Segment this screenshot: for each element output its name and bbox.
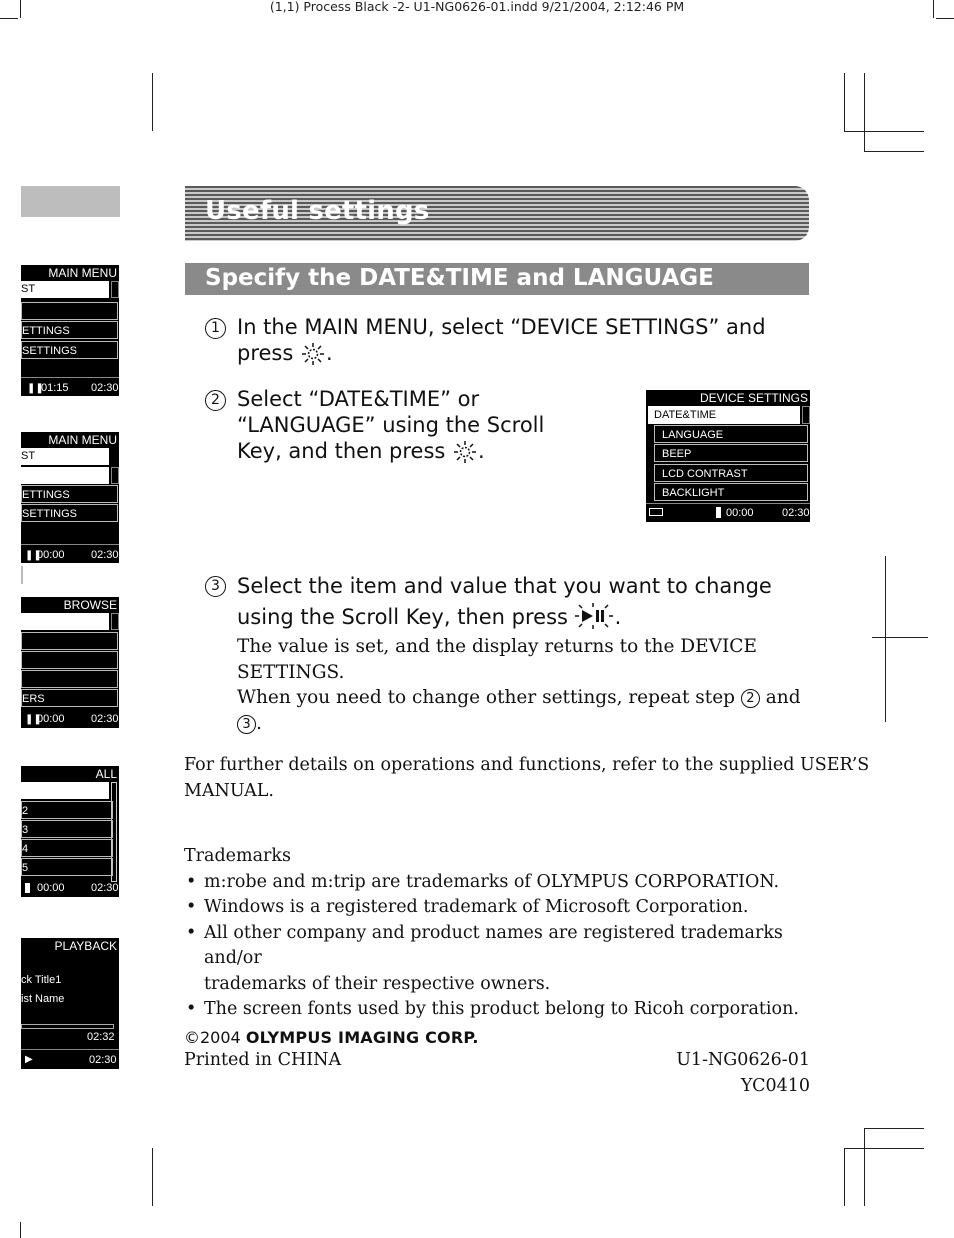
step-2-text <box>237 386 544 470</box>
progress-bar <box>21 1024 114 1029</box>
step-2-line-1: Select “DATE&TIME” or <box>237 387 480 411</box>
step-3-desc-line-3: When you need to change other settings, repeat step 2 and <box>237 687 801 708</box>
step-2-line-3: Key, and then press . <box>237 438 544 470</box>
side-tab <box>21 186 120 217</box>
step-ref: 2 <box>741 689 760 708</box>
time-total: 02:30 <box>91 549 119 561</box>
side-screen-playback <box>21 938 119 1069</box>
subsection-heading-bar <box>185 263 809 295</box>
crop-mark <box>864 1128 924 1129</box>
product-code-2: YC0410 <box>740 1075 810 1096</box>
stop-icon <box>716 507 721 518</box>
time-total: 02:30 <box>89 1054 117 1066</box>
stop-icon <box>25 883 30 893</box>
battery-icon <box>649 508 663 516</box>
subsection-title: Specify the DATE&TIME and LANGUAGE <box>205 265 714 291</box>
time-elapsed: 00:00 <box>37 882 65 894</box>
crop-mark <box>864 1128 865 1206</box>
time-total: 02:30 <box>91 382 119 394</box>
product-code: U1-NG0626-01 <box>676 1050 810 1070</box>
product-codes <box>676 1048 810 1099</box>
side-screen-browse <box>21 597 119 728</box>
trademark-item: • Windows is a registered trademark of Microsoft Corporation. <box>184 895 814 921</box>
time-elapsed: 00:00 <box>37 713 65 725</box>
artist-name: ist Name <box>21 993 65 1005</box>
screen-row: SETTINGS <box>21 341 118 359</box>
screen-row-selected <box>21 782 109 799</box>
crop-mark <box>933 0 934 18</box>
crop-mark <box>864 151 924 152</box>
crop-mark <box>20 0 21 18</box>
step-1-line-2: press . <box>237 340 766 372</box>
select-button-icon <box>452 440 478 470</box>
screen-row: 5 <box>21 858 113 876</box>
crop-mark <box>152 73 153 131</box>
screen-row: ETTINGS <box>21 485 118 503</box>
menu-item-language: LANGUAGE <box>654 425 808 443</box>
select-button-icon <box>300 342 326 372</box>
crop-mark <box>844 73 845 131</box>
scrollbar <box>111 467 119 484</box>
print-slug: (1,1) Process Black -2- U1-NG0626-01.indd 9/21/2004, 2:12:46 PM <box>269 0 685 14</box>
time-elapsed: 00:00 <box>37 549 65 561</box>
screen-row: 2 <box>21 801 113 819</box>
menu-item-backlight: BACKLIGHT <box>654 483 808 501</box>
screen-title: MAIN MENU <box>48 433 117 447</box>
crop-mark <box>0 18 18 19</box>
scrollbar <box>111 613 119 630</box>
side-screen-all <box>21 766 119 897</box>
time-total: 02:30 <box>91 882 119 894</box>
step-3-line-2: using the Scroll Key, then press . <box>237 602 772 639</box>
copyright <box>184 1028 479 1047</box>
screen-row: ERS <box>21 689 118 707</box>
screen-row <box>21 302 118 320</box>
pause-icon: ❚❚ <box>25 714 42 725</box>
copyright-year: ©2004 <box>184 1028 241 1047</box>
step-number: 1 <box>205 318 226 339</box>
time-elapsed: 00:00 <box>726 507 754 519</box>
trademarks-section <box>184 844 814 1023</box>
menu-item-lcd-contrast: LCD CONTRAST <box>654 464 808 482</box>
pause-icon: ❚❚ <box>25 550 42 561</box>
menu-item-beep: BEEP <box>654 444 808 462</box>
screen-row: 4 <box>21 839 113 857</box>
screen-title: MAIN MENU <box>48 266 117 280</box>
crop-mark <box>936 18 954 19</box>
menu-item-date-time: DATE&TIME <box>648 406 800 424</box>
section-heading-bar <box>185 186 809 241</box>
step-3-text <box>237 571 772 639</box>
step-1-text <box>237 314 766 372</box>
screen-row: SETTINGS <box>21 504 118 522</box>
screen-row: ETTINGS <box>21 321 118 339</box>
screen-title: PLAYBACK <box>54 939 117 953</box>
step-ref: 3 <box>237 715 256 734</box>
screen-row-selected: ST <box>21 281 109 298</box>
crop-mark <box>844 1148 845 1206</box>
crop-mark <box>872 637 928 638</box>
further-details-line-2: MANUAL. <box>184 780 274 801</box>
crop-mark <box>844 1148 924 1149</box>
time-total: 02:30 <box>782 507 810 519</box>
trademarks-heading: Trademarks <box>184 846 292 866</box>
side-screen-main-menu-1 <box>21 265 119 396</box>
trademark-item: • m:robe and m:trip are trademarks of OLYMPUS CORPORATION. <box>184 870 814 896</box>
company-logo-text: OLYMPUS IMAGING CORP. <box>245 1028 479 1047</box>
screen-title: BROWSE <box>63 598 117 612</box>
step-3-desc-line-2: SETTINGS. <box>237 661 345 683</box>
trademark-item: • All other company and product names are registered trademarks and/or trademarks of their respective owners. <box>184 921 814 998</box>
device-settings-screen <box>646 390 810 522</box>
step-3-description <box>237 634 801 736</box>
trademarks-list <box>184 870 814 1023</box>
play-icon: ▶ <box>25 1054 33 1065</box>
time-elapsed: 02:32 <box>87 1031 115 1043</box>
step-number: 3 <box>205 576 226 597</box>
step-3-desc-line-4: 3 . <box>237 711 801 737</box>
screen-row-selected <box>21 613 109 630</box>
crop-mark <box>844 131 924 132</box>
step-number: 2 <box>205 390 226 411</box>
side-screen-main-menu-2 <box>21 432 119 563</box>
screen-row <box>21 670 118 688</box>
screen-title: DEVICE SETTINGS <box>699 391 808 405</box>
screen-row <box>21 632 118 650</box>
screen-row <box>21 467 109 484</box>
crop-mark <box>152 1148 153 1206</box>
trademark-item: • The screen fonts used by this product belong to Ricoh corporation. <box>184 997 814 1023</box>
crop-mark <box>20 1222 21 1238</box>
screen-row-selected: ST <box>21 448 109 465</box>
scrollbar <box>802 406 810 424</box>
page-title: Useful settings <box>205 196 430 226</box>
track-title: ck Title1 <box>21 974 62 986</box>
further-details <box>184 753 869 804</box>
time-total: 02:30 <box>91 713 119 725</box>
screen-row: 3 <box>21 820 113 838</box>
crop-mark <box>885 556 886 722</box>
scrollbar <box>111 281 119 298</box>
step-1-line-1: In the MAIN MENU, select “DEVICE SETTINGS” and <box>237 315 766 339</box>
time-elapsed: 01:15 <box>41 382 69 394</box>
crop-mark <box>864 73 865 151</box>
screen-row <box>21 651 118 669</box>
step-3-desc-line-1: The value is set, and the display returns to the DEVICE <box>237 636 757 657</box>
pause-icon: ❚❚ <box>27 383 44 394</box>
step-3-line-1: Select the item and value that you want to change <box>237 574 772 598</box>
screen-title: ALL <box>95 767 117 781</box>
further-details-line-1: For further details on operations and functions, refer to the supplied USER’S <box>184 755 870 775</box>
step-2-line-2: “LANGUAGE” using the Scroll <box>237 413 545 437</box>
printed-in: Printed in CHINA <box>184 1050 342 1070</box>
